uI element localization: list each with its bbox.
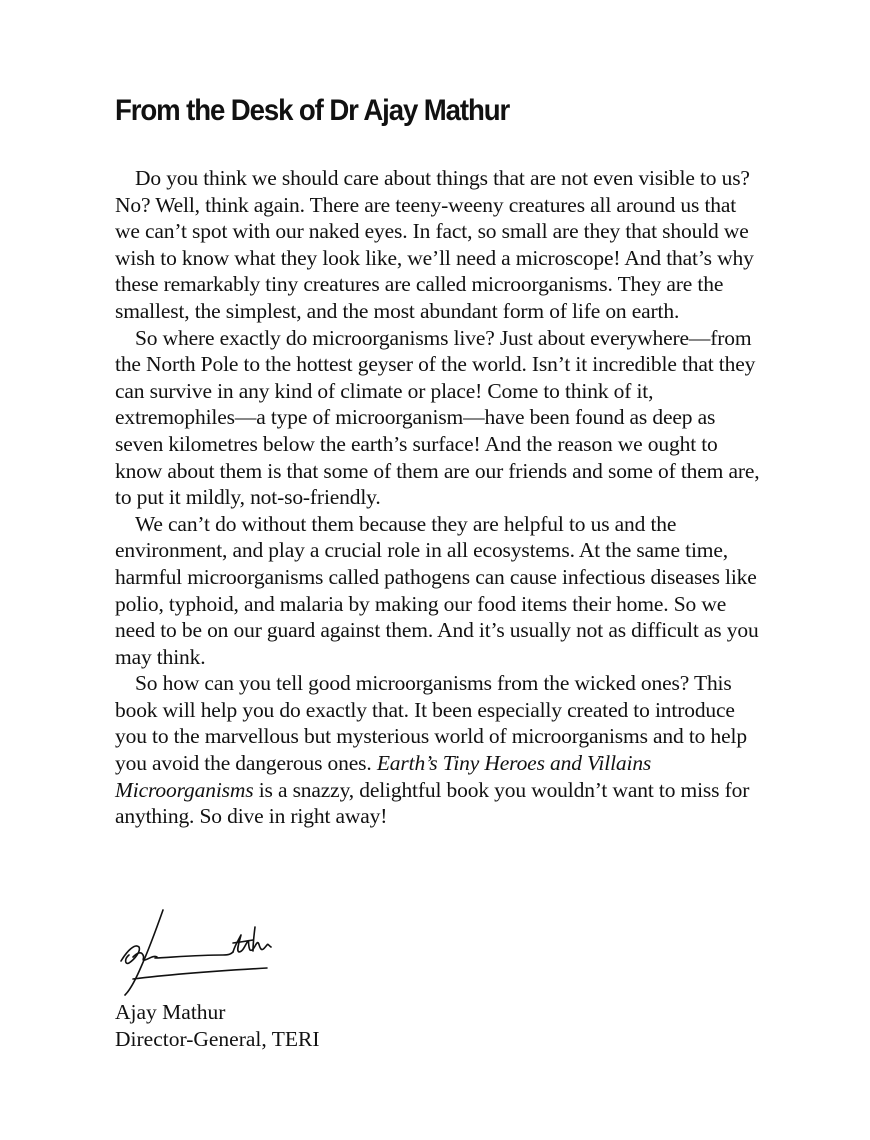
paragraph-1: Do you think we should care about things that are not even visible to us? No? Well, think again. There are teeny-weeny creatures all around us that we can’t spot with our naked eyes. In fact, so small are they that should we wish to know what they look like, we’ll need a microscope! And that’s why these remarkably tiny creatures are called microorganisms. They are the smallest, the simplest, and the most abundant form of life on earth.	[115, 166, 754, 323]
paragraph-4-start: So how can you tell good microorganisms from the wicked ones? This book will help you do exactly that. It been especially created to introduce you to the marvellous but mysterious world of microorganisms and to help you avoid the dangerous ones.	[115, 671, 747, 776]
paragraph-4	[115, 670, 765, 830]
paragraph-2: So where exactly do microorganisms live? Just about everywhere—from the North Pole to the hottest geyser of the world. Isn’t it incredible that they can survive in any kind of climate or place! Come to think of it, extremophiles—a type of microorganism—have been found as deep as seven kilometres below the earth’s surface! And the reason we ought to know about them is that some of them are our friends and some of them are, to put it mildly, not-so-friendly.	[115, 325, 760, 510]
page-title: From the Desk of Dr Ajay Mathur	[115, 94, 510, 127]
paragraph-3: We can’t do without them because they are helpful to us and the environment, and play a crucial role in all ecosystems. At the same time, harmful microorganisms called pathogens can cause infectious diseases like polio, typhoid, and malaria by making our food items their home. So we need to be on our guard against them. And it’s usually not as difficult as you may think.	[115, 511, 759, 669]
signatory-position: Director-General, TERI	[115, 1027, 320, 1051]
handwritten-signature	[105, 905, 280, 997]
signature-block	[115, 999, 320, 1053]
book-title: Earth’s Tiny Heroes and Villains Microorganisms	[115, 751, 652, 802]
signatory-name: Ajay Mathur	[115, 1000, 226, 1024]
paragraph-4-end: is a snazzy, delightful book you wouldn’t want to miss for anything. So dive in right away!	[115, 777, 750, 829]
letter-body	[115, 165, 765, 830]
